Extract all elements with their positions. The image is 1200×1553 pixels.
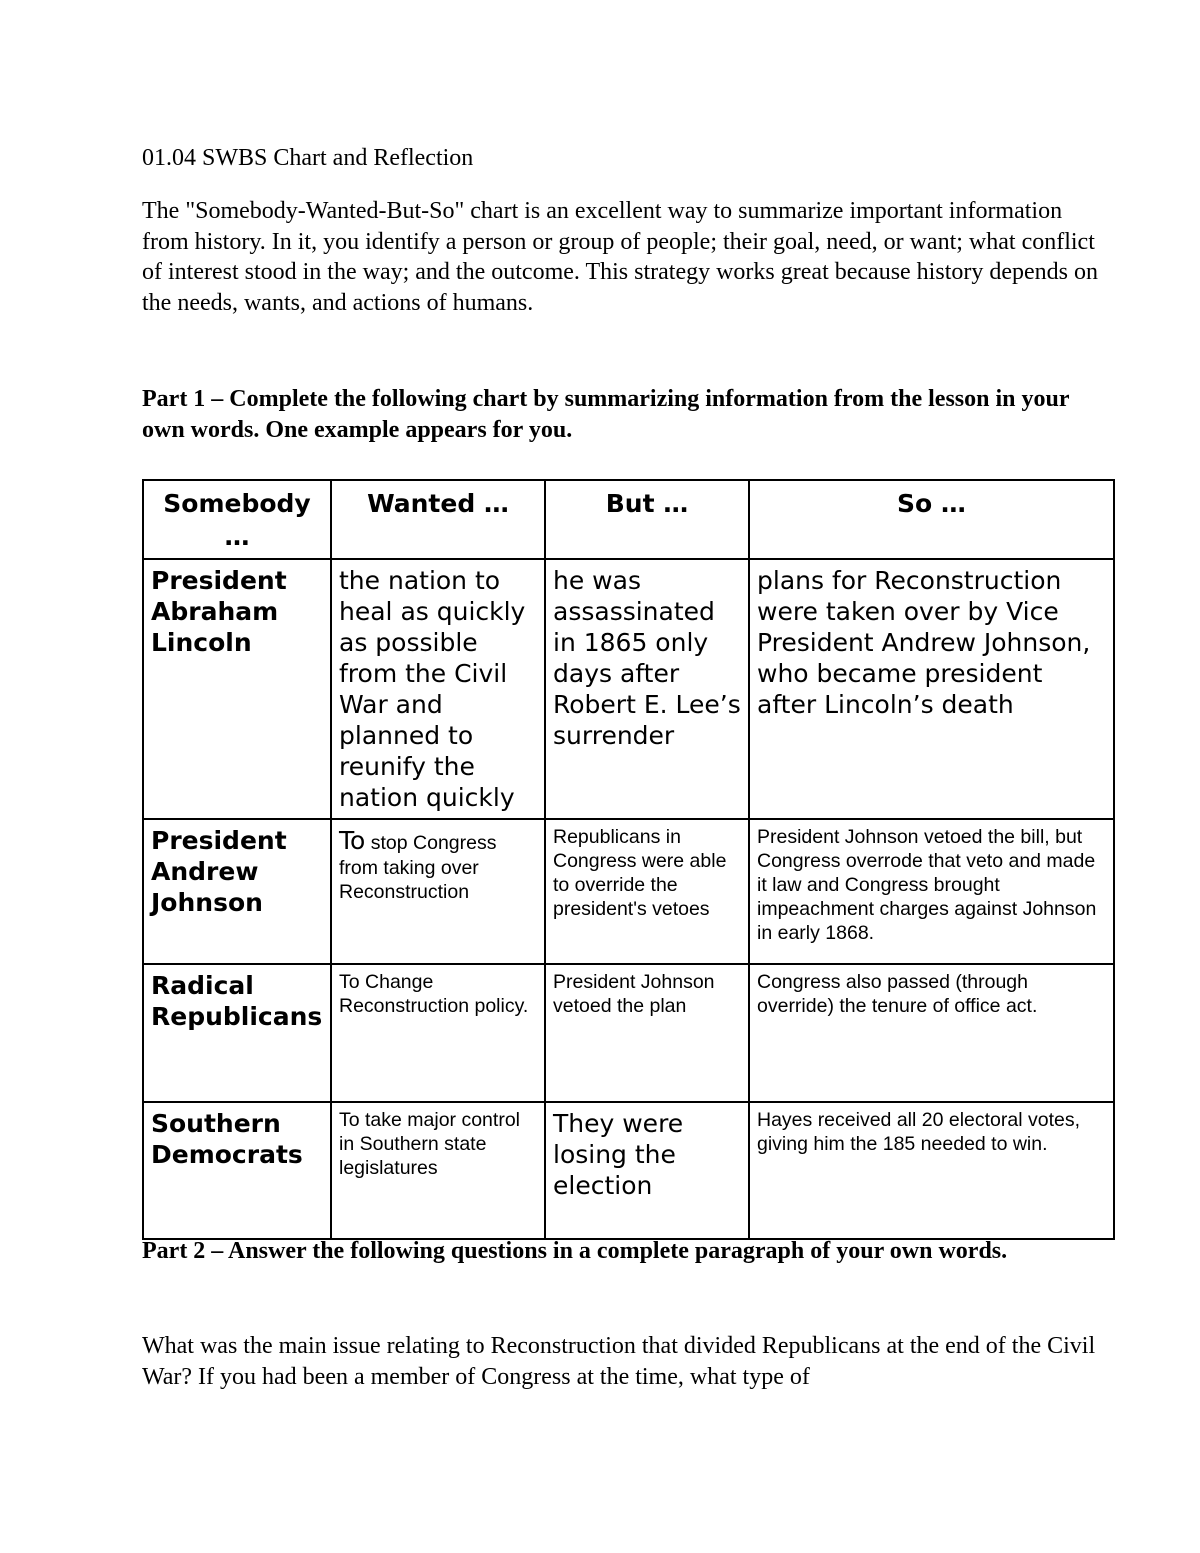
cell-wanted: To take major control in Southern state legislatures	[331, 1102, 545, 1239]
intro-paragraph: The "Somebody-Wanted-But-So" chart is an excellent way to summarize important information from history. In it, you identify a person or group of people; their goal, need, or want; what conflict of interest stood in the way; and the outcome. This strategy works great because history depends on the needs, wants, and actions of humans.	[142, 198, 1098, 316]
cell-somebody: Radical Republicans	[143, 964, 331, 1102]
cell-but: President Johnson vetoed the plan	[545, 964, 749, 1102]
cell-so: Hayes received all 20 electoral votes, giving him the 185 needed to win.	[749, 1102, 1114, 1239]
cell-wanted	[331, 819, 545, 964]
table-row	[143, 819, 1114, 964]
question-paragraph: What was the main issue relating to Reconstruction that divided Republicans at the end of the Civil War? If you had been a member of Congress at the time, what type of	[142, 1333, 1096, 1390]
part1-heading: Part 1 – Complete the following chart by summarizing information from the lesson in your own words. One example appears for you.	[142, 386, 1070, 443]
cell-so: Congress also passed (through override) the tenure of office act.	[749, 964, 1114, 1102]
table-header-row	[143, 480, 1114, 559]
cell-somebody: Southern Democrats	[143, 1102, 331, 1239]
cell-wanted: To Change Reconstruction policy.	[331, 964, 545, 1102]
cell-so: plans for Reconstruction were taken over by Vice President Andrew Johnson, who became president after Lincoln’s death	[749, 559, 1114, 819]
cell-but: Republicans in Congress were able to override the president's vetoes	[545, 819, 749, 964]
cell-wanted-text: stop Congress from taking over Reconstruction	[339, 832, 497, 903]
header-so: So …	[749, 480, 1114, 559]
header-somebody: Somebody …	[143, 480, 331, 559]
cell-but: They were losing the election	[545, 1102, 749, 1239]
cell-so: President Johnson vetoed the bill, but Congress overrode that veto and made it law and Congress brought impeachment charges against Johnson in early 1868.	[749, 819, 1114, 964]
table-row	[143, 964, 1114, 1102]
table-row	[143, 559, 1114, 819]
swbs-chart-table	[142, 479, 1115, 1240]
header-but: But …	[545, 480, 749, 559]
cell-somebody: President Abraham Lincoln	[143, 559, 331, 819]
cell-wanted: the nation to heal as quickly as possible from the Civil War and planned to reunify the nation quickly	[331, 559, 545, 819]
header-wanted: Wanted …	[331, 480, 545, 559]
table-row	[143, 1102, 1114, 1239]
cell-wanted-lead: To	[339, 826, 366, 855]
cell-somebody: President Andrew Johnson	[143, 819, 331, 964]
part2-heading: Part 2 – Answer the following questions in a complete paragraph of your own words.	[142, 1238, 1008, 1264]
cell-but: he was assassinated in 1865 only days after Robert E. Lee’s surrender	[545, 559, 749, 819]
document-title: 01.04 SWBS Chart and Reflection	[142, 145, 474, 171]
